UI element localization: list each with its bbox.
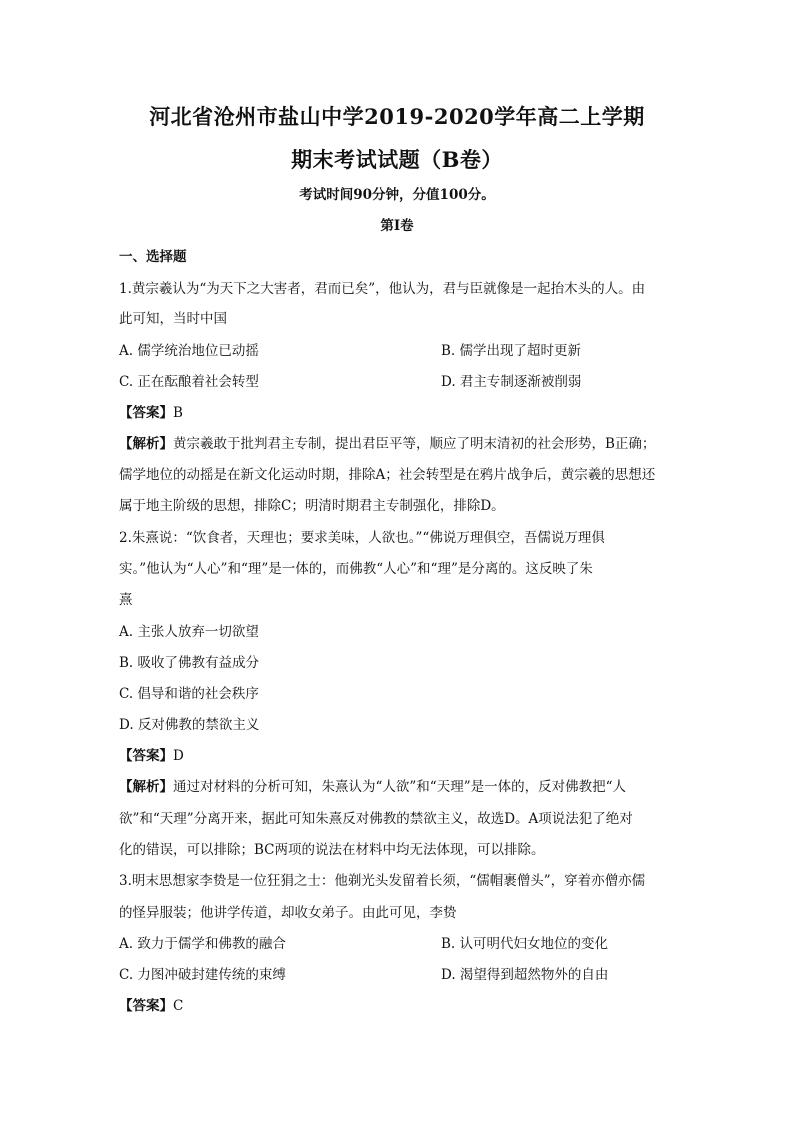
volume-heading: 第Ⅰ卷: [380, 218, 414, 234]
answer-label: 【答案】: [119, 748, 173, 764]
analysis-label: 【解析】: [119, 436, 173, 452]
q1-option-b: B. 儒学出现了超时更新: [441, 343, 582, 359]
q2-answer-value: D: [173, 748, 184, 764]
q2-analysis-line2: 欲”和“天理”分离开来，据此可知朱熹反对佛教的禁欲主义，故选D。A项说法犯了绝对: [119, 811, 633, 827]
q1-answer-value: B: [173, 405, 183, 421]
q3-option-d: D. 渴望得到超然物外的自由: [441, 967, 609, 983]
q2-option-d: D. 反对佛教的禁欲主义: [119, 717, 260, 733]
exam-info: 考试时间90分钟，分值100分。: [299, 187, 495, 203]
q2-option-a: A. 主张人放弃一切欲望: [119, 624, 259, 640]
q3-option-c: C. 力图冲破封建传统的束缚: [119, 967, 286, 983]
analysis-label: 【解析】: [119, 779, 173, 795]
q1-stem-line1: 1.黄宗羲认为“为天下之大害者，君而已矣”，他认为，君与臣就像是一起抬木头的人。由: [119, 281, 646, 297]
answer-label: 【答案】: [119, 998, 173, 1014]
q2-answer: [119, 745, 679, 767]
q1-analysis-line2: 儒学地位的动摇是在新文化运动时期，排除A；社会转型是在鸦片战争后，黄宗羲的思想还: [119, 467, 656, 483]
q2-analysis-text1: 通过对材料的分析可知，朱熹认为“人欲”和“天理”是一体的，反对佛教把“人: [173, 779, 627, 795]
q1-analysis-line3: 属于地主阶级的思想，排除C；明清时期君主专制强化，排除D。: [119, 498, 505, 514]
q1-option-c: C. 正在酝酿着社会转型: [119, 374, 259, 390]
q3-answer: [119, 995, 679, 1017]
q1-analysis-line1: [119, 433, 679, 455]
q3-option-a: A. 致力于儒学和佛教的融合: [119, 936, 286, 952]
q3-option-b: B. 认可明代妇女地位的变化: [441, 936, 609, 952]
q2-stem-line2: 实。”他认为“人心”和“理”是一体的，而佛教“人心”和“理”是分离的。这反映了朱: [119, 561, 593, 577]
document-title-line1: 河北省沧州市盐山中学2019-2020学年高二上学期: [149, 104, 645, 129]
q1-option-a: A. 儒学统治地位已动摇: [119, 343, 259, 359]
q2-option-b: B. 吸收了佛教有益成分: [119, 655, 260, 671]
q1-stem-line2: 此可知，当时中国: [119, 311, 227, 327]
q1-analysis-text1: 黄宗羲敢于批判君主专制，提出君臣平等，顺应了明末清初的社会形势，B正确；: [173, 436, 656, 452]
q1-option-d: D. 君主专制逐渐被削弱: [441, 374, 582, 390]
q2-stem-line3: 熹: [119, 592, 133, 608]
q2-analysis-line1: [119, 776, 679, 798]
q2-analysis-line3: 化的错误，可以排除；BC两项的说法在材料中均无法体现，可以排除。: [119, 842, 545, 858]
q1-answer: [119, 402, 679, 424]
q2-option-c: C. 倡导和谐的社会秩序: [119, 686, 259, 702]
q3-stem-line2: 的怪异服装；他讲学传道，却收女弟子。由此可见，李贽: [119, 905, 457, 921]
q3-answer-value: C: [173, 998, 184, 1014]
q2-stem-line1: 2.朱熹说：“饮食者，天理也；要求美味，人欲也。”“佛说万理俱空，吾儒说万理俱: [119, 530, 605, 546]
q3-stem-line1: 3.明末思想家李贽是一位狂狷之士：他剃光头发留着长须，“儒帽裹僧头”，穿着亦僧亦儒: [119, 873, 646, 889]
section-title: 一、选择题: [119, 249, 187, 265]
document-title-line2: 期末考试试题（B卷）: [291, 147, 503, 172]
answer-label: 【答案】: [119, 405, 173, 421]
